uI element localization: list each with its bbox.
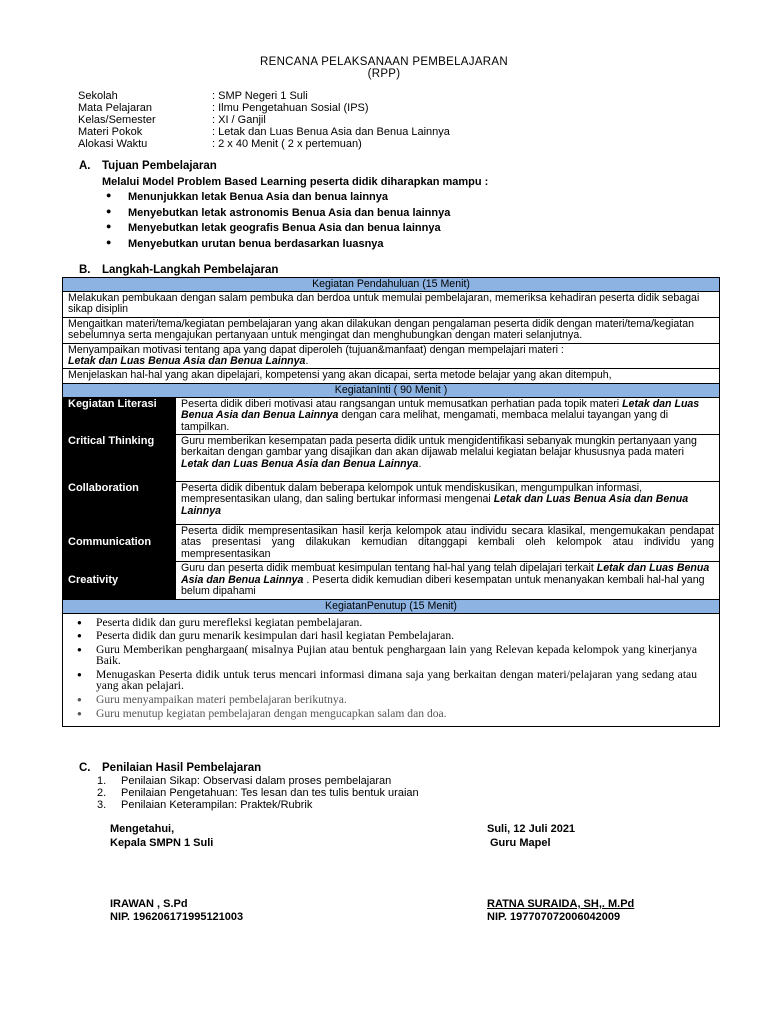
sig-right-line1: Suli, 12 Juli 2021 xyxy=(487,823,576,835)
identity-row-school xyxy=(78,90,718,102)
critical-t2: . xyxy=(418,457,422,470)
comm-label: Communication xyxy=(63,525,176,562)
creat-topic: Letak dan Luas Benua Asia dan Benua Lainnya xyxy=(181,562,710,586)
item-text: Penilaian Sikap: Observasi dalam proses pembelajaran xyxy=(121,775,392,787)
identity-key: Mata Pelajaran xyxy=(78,102,152,114)
list-item: ● Menyebutkan letak astronomis Benua Asia dan benua lainnya xyxy=(102,207,450,223)
item-number: 1. xyxy=(97,775,107,787)
identity-value: : SMP Negeri 1 Suli xyxy=(212,90,308,102)
comm-desc: Peserta didik mempresentasikan hasil kerja kelompok atau individu secara klasikal, mengemukakan pendapat atas presentasi yang dilakukan kemudian ditanggapi kembali oleh kelompok atau individu yang mempresentasikan xyxy=(176,525,720,562)
literasi-topic: Letak dan Luas Benua Asia dan Benua Lainnya xyxy=(181,397,700,422)
identity-value: : Ilmu Pengetahuan Sosial (IPS) xyxy=(212,102,369,114)
sig-right-line2: Guru Mapel xyxy=(490,837,551,849)
learning-steps-table xyxy=(62,277,720,727)
item-number: 2. xyxy=(97,787,107,799)
creat-t2: . Peserta didik kemudian diberi kesempatan untuk menanyakan kembali hal-hal yang belum dipahami xyxy=(181,573,705,598)
critical-desc xyxy=(176,435,720,482)
critical-topic: Letak dan Luas Benua Asia dan Benua Lainnya xyxy=(181,457,419,470)
identity-row-class xyxy=(78,114,718,126)
document-subtitle: (RPP) xyxy=(367,68,401,80)
item-text: Penilaian Pengetahuan: Tes lesan dan tes tulis bentuk uraian xyxy=(121,787,419,799)
critical-label: Critical Thinking xyxy=(63,435,176,482)
identity-row-topic xyxy=(78,126,718,138)
section-b-heading: Langkah-Langkah Pembelajaran xyxy=(102,264,279,276)
literasi-label: Kegiatan Literasi xyxy=(63,397,176,434)
identity-row-subject xyxy=(78,102,718,114)
identity-row-time xyxy=(78,138,718,150)
sig-left-line1: Mengetahui, xyxy=(110,823,175,835)
document-title: RENCANA PELAKSANAAN PEMBELAJARAN xyxy=(260,56,508,68)
pendahuluan-row-3 xyxy=(63,343,720,369)
objectives-list xyxy=(102,191,450,253)
section-a-letter: A. xyxy=(79,160,91,172)
item-number: 3. xyxy=(97,799,107,811)
list-item: ● Peserta didik dan guru menarik kesimpulan dari hasil kegiatan Pembelajaran. xyxy=(67,630,697,642)
list-item xyxy=(97,775,419,787)
creat-desc xyxy=(176,562,720,599)
pendahuluan-header: Kegiatan Pendahuluan (15 Menit) xyxy=(63,278,720,292)
literasi-desc xyxy=(176,397,720,434)
list-item: ● Peserta didik dan guru merefleksi kegiatan pembelajaran. xyxy=(67,617,697,629)
sig-left-nip: NIP. 196206171995121003 xyxy=(110,911,244,923)
list-item: ● Guru menyampaikan materi pembelajaran berikutnya. xyxy=(67,694,697,706)
literasi-t1: Peserta didik diberi motivasi atau rangsangan untuk memusatkan perhatian pada topik materi xyxy=(181,397,623,410)
sig-left-line2: Kepala SMPN 1 Suli xyxy=(110,837,214,849)
inti-header: KegiatanInti ( 90 Menit ) xyxy=(63,383,720,397)
creat-t1: Guru dan peserta didik membuat kesimpulan tentang hal-hal yang telah dipelajari terkait xyxy=(181,562,597,575)
creat-label: Creativity xyxy=(63,562,176,599)
identity-key: Sekolah xyxy=(78,90,118,102)
collab-desc xyxy=(176,482,720,525)
list-item xyxy=(97,799,419,811)
list-item xyxy=(97,787,419,799)
identity-key: Alokasi Waktu xyxy=(78,138,148,150)
pendahuluan-row-4: Menjelaskan hal-hal yang akan dipelajari, kompetensi yang akan dicapai, serta metode belajar yang akan ditempuh, xyxy=(63,369,720,383)
collab-t1: Peserta didik dibentuk dalam beberapa kelompok untuk mendiskusikan, mengumpulkan informasi, mempresentasikan ulang, dan saling bertukar informasi mengenai xyxy=(181,482,643,506)
row3-text: Menyampaikan motivasi tentang apa yang dapat diperoleh (tujuan&manfaat) dengan mempelajari materi : xyxy=(68,343,564,356)
item-text: Penilaian Keterampilan: Praktek/Rubrik xyxy=(121,799,313,811)
section-a-intro: Melalui Model Problem Based Learning peserta didik diharapkan mampu : xyxy=(102,176,489,188)
identity-value: : Letak dan Luas Benua Asia dan Benua Lainnya xyxy=(212,126,450,138)
list-item: ● Guru Memberikan penghargaan( misalnya Pujian atau bentuk penghargaan lain yang Relevan kepada kelompok yang kinerjanya Baik. xyxy=(67,644,697,667)
section-c-heading: Penilaian Hasil Pembelajaran xyxy=(102,762,262,774)
penutup-header: KegiatanPenutup (15 Menit) xyxy=(63,599,720,613)
identity-key: Kelas/Semester xyxy=(78,114,156,126)
list-item: ● Menugaskan Peserta didik untuk terus mencari informasi dimana saja yang berkaitan dengan materi/pelajaran yang sedang atau yang akan pelajari. xyxy=(67,669,697,692)
identity-value: : 2 x 40 Menit ( 2 x pertemuan) xyxy=(212,138,362,150)
assessment-list xyxy=(97,775,419,811)
list-item: ● Guru menutup kegiatan pembelajaran dengan mengucapkan salam dan doa. xyxy=(67,708,697,720)
list-item: ● Menyebutkan letak geografis Benua Asia dan benua lainnya xyxy=(102,222,450,238)
identity-key: Materi Pokok xyxy=(78,126,143,138)
list-item: ● Menunjukkan letak Benua Asia dan benua lainnya xyxy=(102,191,450,207)
sig-right-name: RATNA SURAIDA, SH,. M.Pd xyxy=(487,898,635,910)
pendahuluan-row-2: Mengaitkan materi/tema/kegiatan pembelajaran yang akan dilakukan dengan pengalaman peserta didik dengan materi/tema/kegiatan sebelumnya serta mengajukan pertanyaan untuk mengingat dan menghubungkan dengan materi selanjutnya. xyxy=(63,317,720,343)
collab-topic: Letak dan Luas Benua Asia dan Benua Lainnya xyxy=(181,493,689,517)
sig-right-nip: NIP. 197707072006042009 xyxy=(487,911,621,923)
penutup-list xyxy=(67,617,697,720)
section-b-letter: B. xyxy=(79,264,91,276)
section-a-heading: Tujuan Pembelajaran xyxy=(102,160,217,172)
row3-end: . xyxy=(305,355,309,368)
literasi-t2: dengan cara melihat, mengamati, membaca melalui tayangan yang di tampilkan. xyxy=(181,409,669,433)
critical-t1: Guru memberikan kesempatan pada peserta didik untuk mengidentifikasi sebanyak mungkin pertanyaan yang berkaitan dengan gambar yang disajikan dan akan dijawab melalui kegiatan belajar khususnya pada materi xyxy=(181,435,697,459)
collab-label: Collaboration xyxy=(63,482,176,525)
penutup-cell xyxy=(63,613,720,726)
sig-left-name: IRAWAN , S.Pd xyxy=(110,898,188,910)
list-item: ● Menyebutkan urutan benua berdasarkan luasnya xyxy=(102,238,450,254)
row3-topic: Letak dan Luas Benua Asia dan Benua Lainnya xyxy=(68,355,306,368)
pendahuluan-row-1: Melakukan pembukaan dengan salam pembuka dan berdoa untuk memulai pembelajaran, memeriksa kehadiran peserta didik sebagai sikap disiplin xyxy=(63,292,720,318)
section-c-letter: C. xyxy=(79,762,91,774)
identity-value: : XI / Ganjil xyxy=(212,114,266,126)
